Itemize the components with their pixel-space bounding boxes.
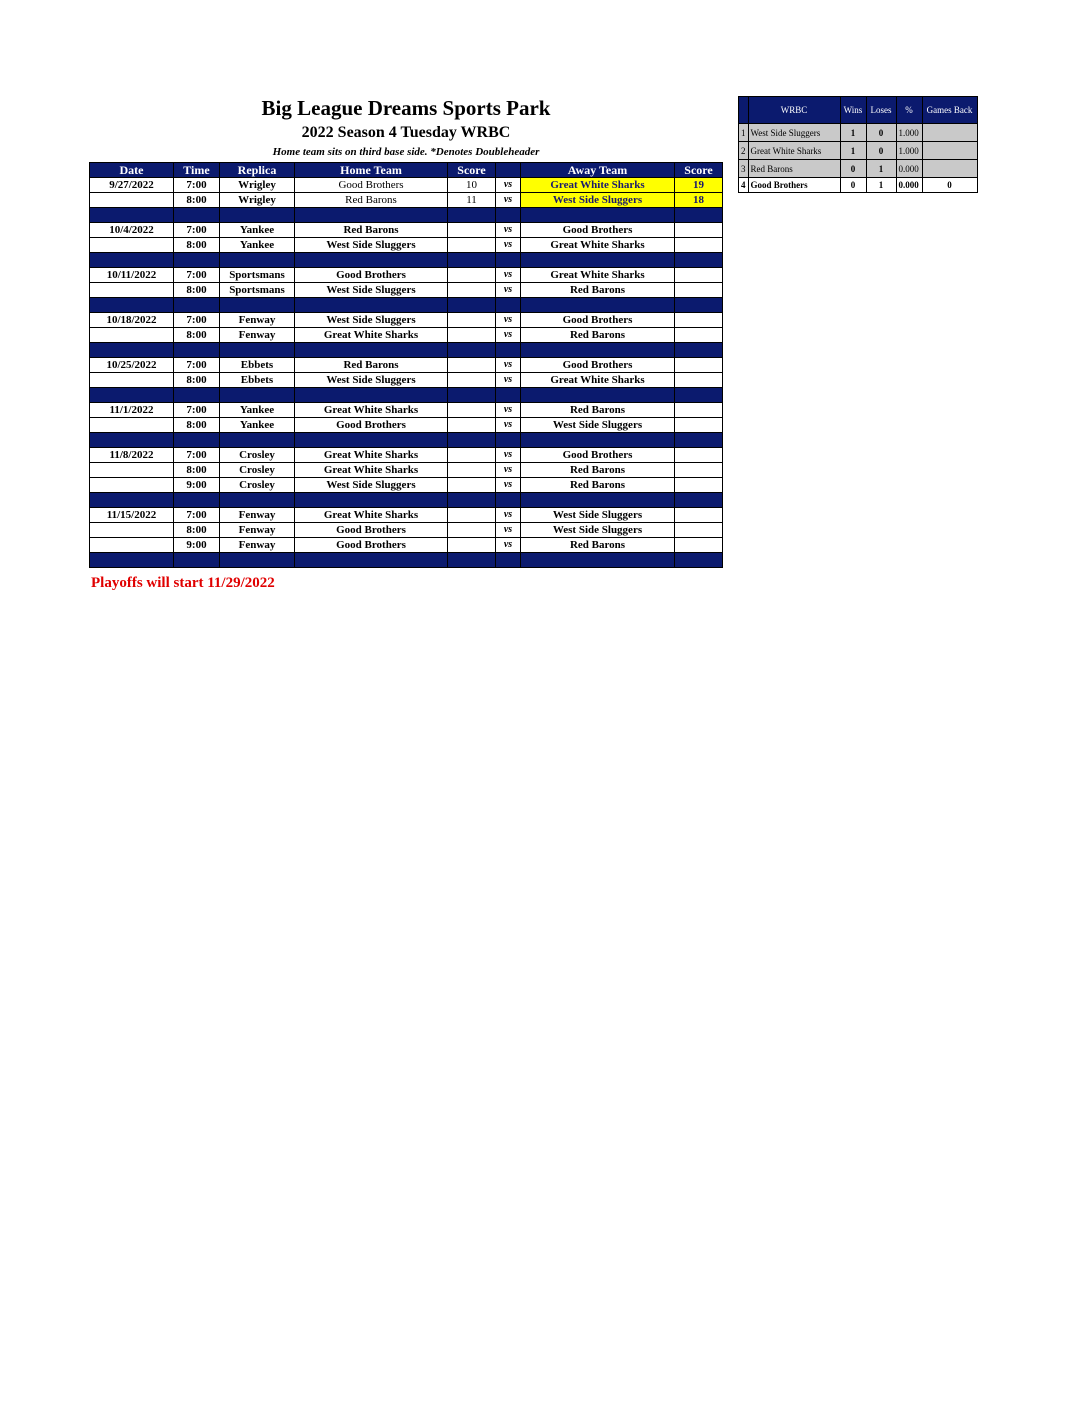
cell-vs: vs [496,523,521,538]
schedule-separator-row [90,208,723,223]
separator-cell [496,343,521,358]
schedule-separator-row [90,493,723,508]
separator-cell [521,493,675,508]
cell-replica: Crosley [220,478,295,493]
cell-replica: Yankee [220,223,295,238]
schedule-separator-row [90,553,723,568]
schedule-separator-row [90,388,723,403]
standings-rank: 2 [739,142,749,160]
standings-row [739,142,978,160]
cell-replica: Fenway [220,538,295,553]
cell-vs: vs [496,268,521,283]
separator-cell [220,253,295,268]
cell-replica: Yankee [220,418,295,433]
standings-games-back: 0 [922,178,977,193]
cell-time: 7:00 [174,358,220,373]
table-row [90,508,723,523]
cell-time: 8:00 [174,193,220,208]
separator-cell [90,208,174,223]
cell-vs: vs [496,403,521,418]
separator-cell [448,343,496,358]
cell-vs: vs [496,283,521,298]
standings-row [739,178,978,193]
separator-cell [675,433,723,448]
separator-cell [675,208,723,223]
standings-loses: 0 [866,142,896,160]
cell-home-score [448,523,496,538]
separator-cell [496,253,521,268]
cell-vs: vs [496,238,521,253]
cell-away-team: Red Barons [521,283,675,298]
cell-away-score: 18 [675,193,723,208]
cell-vs: vs [496,448,521,463]
cell-home-team: Good Brothers [295,178,448,193]
separator-cell [521,388,675,403]
cell-away-team: Red Barons [521,478,675,493]
separator-cell [220,553,295,568]
cell-date: 10/11/2022 [90,268,174,283]
table-row [90,313,723,328]
cell-away-score [675,223,723,238]
standings-col-loses: Loses [866,97,896,124]
separator-cell [448,253,496,268]
separator-cell [174,253,220,268]
table-row [90,403,723,418]
standings-pct: 1.000 [896,142,922,160]
separator-cell [174,493,220,508]
cell-vs: vs [496,223,521,238]
standings-col-pct: % [896,97,922,124]
standings-col-league: WRBC [748,97,840,124]
cell-home-score [448,328,496,343]
separator-cell [295,208,448,223]
cell-away-team: Good Brothers [521,223,675,238]
cell-time: 8:00 [174,328,220,343]
cell-vs: vs [496,373,521,388]
separator-cell [675,343,723,358]
cell-away-team: Red Barons [521,463,675,478]
standings-loses: 1 [866,178,896,193]
col-home-score: Score [448,163,496,178]
playoffs-note: Playoffs will start 11/29/2022 [91,575,275,591]
separator-cell [90,433,174,448]
cell-home-score [448,418,496,433]
cell-replica: Fenway [220,523,295,538]
col-replica: Replica [220,163,295,178]
standings-table [738,96,978,193]
cell-home-score [448,358,496,373]
standings-loses: 0 [866,124,896,142]
cell-away-team: Good Brothers [521,358,675,373]
separator-cell [521,253,675,268]
cell-time: 7:00 [174,313,220,328]
cell-home-score [448,448,496,463]
col-away-team: Away Team [521,163,675,178]
standings-header-row [739,97,978,124]
cell-home-score: 10 [448,178,496,193]
cell-home-score [448,268,496,283]
table-row [90,523,723,538]
cell-home-score [448,463,496,478]
cell-replica: Yankee [220,238,295,253]
cell-away-score [675,523,723,538]
separator-cell [220,343,295,358]
cell-replica: Crosley [220,448,295,463]
table-row [90,463,723,478]
cell-date [90,373,174,388]
col-away-score: Score [675,163,723,178]
cell-away-team: Good Brothers [521,448,675,463]
separator-cell [174,388,220,403]
separator-cell [521,208,675,223]
separator-cell [220,208,295,223]
schedule-separator-row [90,433,723,448]
cell-home-score [448,478,496,493]
separator-cell [496,493,521,508]
cell-home-score [448,508,496,523]
separator-cell [675,553,723,568]
cell-away-score [675,283,723,298]
standings-col-wins: Wins [840,97,866,124]
cell-time: 9:00 [174,478,220,493]
table-row [90,238,723,253]
cell-home-team: Great White Sharks [295,448,448,463]
cell-time: 8:00 [174,238,220,253]
cell-away-team: Great White Sharks [521,268,675,283]
separator-cell [521,433,675,448]
cell-replica: Wrigley [220,178,295,193]
cell-date [90,193,174,208]
cell-time: 8:00 [174,418,220,433]
cell-vs: vs [496,508,521,523]
cell-home-score [448,223,496,238]
cell-time: 7:00 [174,223,220,238]
separator-cell [174,343,220,358]
cell-date [90,538,174,553]
col-vs [496,163,521,178]
cell-vs: vs [496,478,521,493]
standings-body [739,124,978,193]
table-row [90,328,723,343]
separator-cell [295,298,448,313]
separator-cell [496,298,521,313]
cell-away-team: Great White Sharks [521,373,675,388]
cell-away-score [675,448,723,463]
separator-cell [220,493,295,508]
cell-home-score [448,538,496,553]
standings-wins: 0 [840,160,866,178]
standings-col-games-back: Games Back [922,97,977,124]
cell-away-score [675,268,723,283]
cell-home-score: 11 [448,193,496,208]
standings-wins: 1 [840,142,866,160]
table-row [90,223,723,238]
standings-games-back [922,160,977,178]
schedule-separator-row [90,343,723,358]
cell-away-team: Red Barons [521,403,675,418]
separator-cell [521,553,675,568]
cell-replica: Fenway [220,508,295,523]
cell-date: 11/8/2022 [90,448,174,463]
cell-away-team: West Side Sluggers [521,193,675,208]
cell-replica: Wrigley [220,193,295,208]
separator-cell [496,208,521,223]
table-row [90,268,723,283]
cell-home-score [448,403,496,418]
table-row [90,478,723,493]
separator-cell [295,253,448,268]
cell-home-team: West Side Sluggers [295,373,448,388]
standings-team: Great White Sharks [748,142,840,160]
cell-home-team: West Side Sluggers [295,283,448,298]
separator-cell [220,298,295,313]
separator-cell [295,433,448,448]
separator-cell [220,433,295,448]
cell-vs: vs [496,418,521,433]
cell-home-team: Red Barons [295,223,448,238]
cell-date [90,238,174,253]
cell-away-score [675,403,723,418]
standings-wins: 1 [840,124,866,142]
separator-cell [448,208,496,223]
separator-cell [90,553,174,568]
standings-games-back [922,124,977,142]
cell-away-score [675,418,723,433]
cell-vs: vs [496,328,521,343]
schedule-note: Home team sits on third base side. *Denotes Doubleheader [272,146,540,158]
cell-away-score [675,373,723,388]
separator-cell [174,433,220,448]
separator-cell [521,343,675,358]
table-row [90,283,723,298]
standings-team: Good Brothers [748,178,840,193]
cell-away-team: Red Barons [521,538,675,553]
cell-date [90,523,174,538]
cell-home-team: Red Barons [295,193,448,208]
cell-replica: Sportsmans [220,283,295,298]
cell-vs: vs [496,463,521,478]
cell-away-score [675,478,723,493]
schedule-separator-row [90,253,723,268]
standings-pct: 0.000 [896,160,922,178]
standings-pct: 0.000 [896,178,922,193]
separator-cell [90,493,174,508]
cell-date: 10/4/2022 [90,223,174,238]
separator-cell [675,298,723,313]
cell-home-team: Great White Sharks [295,508,448,523]
cell-away-team: Great White Sharks [521,178,675,193]
separator-cell [448,388,496,403]
cell-away-score [675,508,723,523]
separator-cell [174,298,220,313]
table-row [90,193,723,208]
cell-home-team: Good Brothers [295,538,448,553]
cell-home-score [448,373,496,388]
cell-replica: Yankee [220,403,295,418]
cell-time: 9:00 [174,538,220,553]
separator-cell [220,388,295,403]
table-row [90,538,723,553]
cell-date [90,463,174,478]
separator-cell [448,298,496,313]
col-time: Time [174,163,220,178]
cell-replica: Fenway [220,328,295,343]
table-row [90,418,723,433]
cell-away-score: 19 [675,178,723,193]
standings-row [739,124,978,142]
table-row [90,373,723,388]
table-row [90,358,723,373]
page-title: Big League Dreams Sports Park [261,96,551,120]
table-row [90,178,723,193]
cell-away-team: Good Brothers [521,313,675,328]
cell-replica: Fenway [220,313,295,328]
separator-cell [295,493,448,508]
col-date: Date [90,163,174,178]
cell-vs: vs [496,538,521,553]
schedule-table [89,162,723,568]
separator-cell [496,433,521,448]
standings-pct: 1.000 [896,124,922,142]
cell-home-team: West Side Sluggers [295,313,448,328]
separator-cell [448,553,496,568]
standings-rank: 3 [739,160,749,178]
separator-cell [496,553,521,568]
cell-home-team: West Side Sluggers [295,478,448,493]
standings-team: West Side Sluggers [748,124,840,142]
separator-cell [295,553,448,568]
cell-time: 8:00 [174,283,220,298]
separator-cell [675,253,723,268]
cell-time: 7:00 [174,178,220,193]
cell-vs: vs [496,358,521,373]
cell-away-team: West Side Sluggers [521,418,675,433]
cell-home-score [448,238,496,253]
standings-wins: 0 [840,178,866,193]
cell-away-team: Red Barons [521,328,675,343]
cell-home-team: Great White Sharks [295,328,448,343]
cell-date: 9/27/2022 [90,178,174,193]
standings-col-rank [739,97,749,124]
separator-cell [448,433,496,448]
cell-replica: Sportsmans [220,268,295,283]
cell-date: 11/1/2022 [90,403,174,418]
standings-rank: 1 [739,124,749,142]
separator-cell [174,553,220,568]
cell-vs: vs [496,193,521,208]
separator-cell [90,343,174,358]
cell-away-score [675,538,723,553]
cell-date [90,478,174,493]
table-row [90,448,723,463]
cell-date: 10/18/2022 [90,313,174,328]
cell-home-score [448,313,496,328]
cell-time: 7:00 [174,508,220,523]
cell-date: 11/15/2022 [90,508,174,523]
cell-time: 7:00 [174,448,220,463]
cell-replica: Ebbets [220,373,295,388]
cell-date [90,418,174,433]
separator-cell [90,388,174,403]
cell-away-score [675,358,723,373]
separator-cell [295,343,448,358]
separator-cell [90,298,174,313]
separator-cell [496,388,521,403]
separator-cell [521,298,675,313]
cell-away-score [675,313,723,328]
standings-row [739,160,978,178]
cell-away-score [675,463,723,478]
separator-cell [448,493,496,508]
standings-games-back [922,142,977,160]
cell-replica: Crosley [220,463,295,478]
cell-time: 8:00 [174,523,220,538]
standings-team: Red Barons [748,160,840,178]
schedule-header-row [90,163,723,178]
cell-away-team: Great White Sharks [521,238,675,253]
page-subtitle: 2022 Season 4 Tuesday WRBC [301,124,511,141]
cell-time: 8:00 [174,373,220,388]
standings-loses: 1 [866,160,896,178]
cell-time: 8:00 [174,463,220,478]
schedule-body [90,178,723,568]
cell-away-team: West Side Sluggers [521,508,675,523]
cell-home-score [448,283,496,298]
cell-vs: vs [496,178,521,193]
separator-cell [675,388,723,403]
standings-rank: 4 [739,178,749,193]
cell-home-team: Good Brothers [295,523,448,538]
cell-home-team: Great White Sharks [295,403,448,418]
cell-away-score [675,238,723,253]
cell-home-team: Good Brothers [295,268,448,283]
schedule-separator-row [90,298,723,313]
cell-vs: vs [496,313,521,328]
col-home-team: Home Team [295,163,448,178]
separator-cell [675,493,723,508]
cell-date [90,283,174,298]
cell-replica: Ebbets [220,358,295,373]
cell-home-team: Good Brothers [295,418,448,433]
cell-time: 7:00 [174,403,220,418]
cell-home-team: Red Barons [295,358,448,373]
separator-cell [295,388,448,403]
cell-time: 7:00 [174,268,220,283]
separator-cell [90,253,174,268]
separator-cell [174,208,220,223]
cell-away-score [675,328,723,343]
cell-home-team: West Side Sluggers [295,238,448,253]
cell-home-team: Great White Sharks [295,463,448,478]
cell-date [90,328,174,343]
cell-date: 10/25/2022 [90,358,174,373]
cell-away-team: West Side Sluggers [521,523,675,538]
